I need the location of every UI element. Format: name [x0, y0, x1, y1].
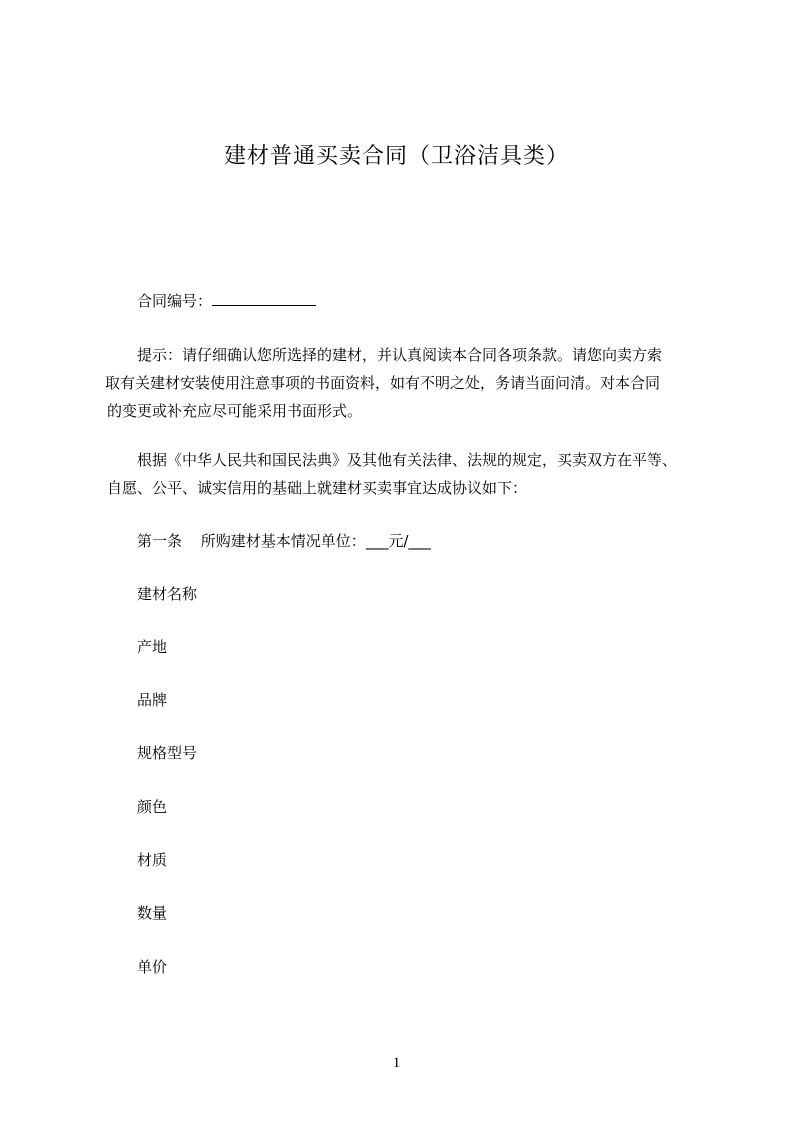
contract-number-line: [137, 291, 316, 311]
article-1-text: 所购建材基本情况单位：: [200, 532, 366, 550]
article-1-unit: 元/: [388, 532, 409, 550]
article-1: [137, 531, 431, 551]
article-1-label: 第一条: [137, 532, 183, 550]
preamble-line-1: 根据《中华人民共和国民法典》及其他有关法律、法规的规定，买卖双方在平等、: [137, 451, 678, 469]
field-brand: 品牌: [137, 691, 168, 709]
article-1-blank-2: ___: [408, 532, 431, 550]
notice-paragraph: [107, 341, 707, 425]
contract-number-label: 合同编号：: [137, 292, 213, 310]
field-color: 颜色: [137, 798, 168, 816]
notice-line-1: 提示：请仔细确认您所选择的建材，并认真阅读本合同各项条款。请您向卖方索: [137, 346, 663, 364]
page-number: 1: [392, 1055, 401, 1071]
contract-number-blank: [212, 291, 316, 306]
preamble-line-2: 自愿、公平、诚实信用的基础上就建材买卖事宜达成协议如下：: [107, 479, 528, 497]
notice-line-3: 的变更或补充应尽可能采用书面形式。: [107, 402, 363, 420]
article-1-blank-1: ___: [365, 532, 389, 550]
field-material-name: 建材名称: [137, 585, 198, 603]
notice-line-2: 取有关建材安装使用注意事项的书面资料，如有不明之处，务请当面问清。对本合同: [105, 374, 661, 392]
field-spec-model: 规格型号: [137, 744, 198, 762]
field-origin: 产地: [137, 638, 168, 656]
field-unit-price: 单价: [137, 958, 168, 976]
document-title: 建材普通买卖合同（卫浴洁具类）: [223, 144, 569, 169]
field-material: 材质: [137, 851, 168, 869]
field-quantity: 数量: [137, 904, 168, 922]
preamble-paragraph: [107, 446, 727, 502]
